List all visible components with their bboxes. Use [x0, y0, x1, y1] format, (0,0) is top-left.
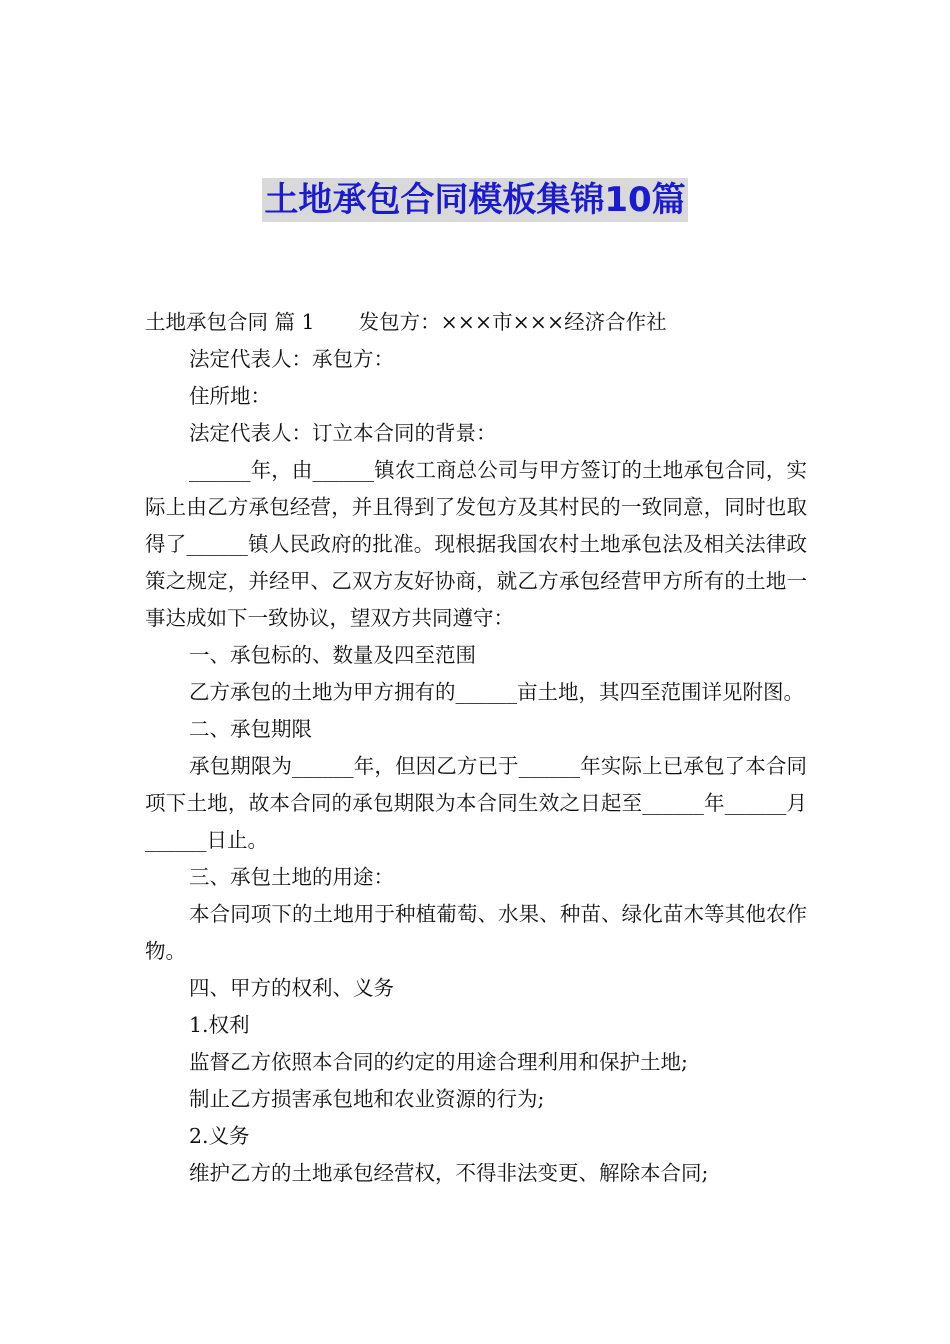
paragraph: 住所地： [189, 384, 271, 408]
section-heading: 三、承包土地的用途： [189, 865, 394, 889]
contract-number: 土地承包合同 篇 1 [145, 310, 315, 334]
paragraph: 法定代表人：承包方： [189, 347, 394, 371]
subsection-heading: 2.义务 [189, 1124, 250, 1148]
document-body [145, 304, 807, 1192]
section-heading: 二、承包期限 [189, 717, 312, 741]
subsection-heading: 1.权利 [189, 1013, 250, 1037]
employer-party: 发包方：×××市×××经济合作社 [358, 310, 667, 334]
paragraph-background: ______年，由______镇农工商总公司与甲方签订的土地承包合同，实际上由乙方承包经营，并且得到了发包方及其村民的一致同意，同时也取得了______镇人民政府的批准。现根据我国农村土地承包法及相关法律政策之规定，并经甲、乙双方友好协商，就乙方承包经营甲方所有的土地一事达成如下一致协议，望双方共同遵守： [145, 458, 807, 630]
paragraph: 本合同项下的土地用于种植葡萄、水果、种苗、绿化苗木等其他农作物。 [145, 902, 807, 963]
title-container [0, 178, 950, 222]
paragraph: 法定代表人：订立本合同的背景： [189, 421, 497, 445]
paragraph: 监督乙方依照本合同的约定的用途合理利用和保护土地; [189, 1050, 688, 1074]
paragraph-heading-line [145, 304, 807, 341]
paragraph: 维护乙方的土地承包经营权，不得非法变更、解除本合同; [189, 1161, 709, 1185]
paragraph: 承包期限为______年，但因乙方已于______年实际上已承包了本合同项下土地，故本合同的承包期限为本合同生效之日起至______年______月______日止。 [145, 754, 807, 852]
paragraph: 制止乙方损害承包地和农业资源的行为; [189, 1087, 545, 1111]
document-title: 土地承包合同模板集锦10篇 [264, 180, 686, 220]
section-heading: 四、甲方的权利、义务 [189, 976, 394, 1000]
paragraph: 乙方承包的土地为甲方拥有的______亩土地，其四至范围详见附图。 [189, 680, 804, 704]
section-heading: 一、承包标的、数量及四至范围 [189, 643, 476, 667]
